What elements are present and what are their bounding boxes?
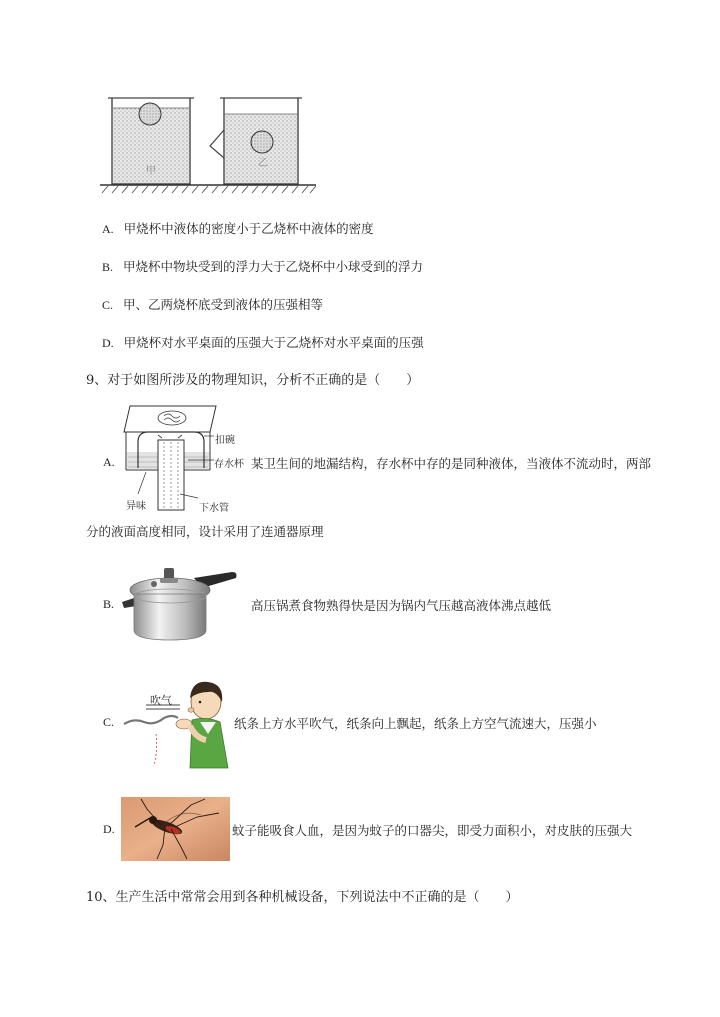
q9-option-a-text-line2: 分的液面高度相同，设计采用了连通器原理: [86, 524, 324, 539]
option-text: 甲烧杯中液体的密度小于乙烧杯中液体的密度: [123, 221, 374, 236]
fig-label-blow: 吹气: [150, 694, 172, 707]
q9-option-d-label[interactable]: D.: [103, 822, 115, 836]
left-ball: [139, 103, 161, 125]
q9-option-b-text: 高压锅煮食物熟得快是因为锅内气压越高液体沸点越低: [251, 598, 552, 613]
boy-blowing-image: [120, 674, 232, 770]
option-text: 甲烧杯中物块受到的浮力大于乙烧杯中小球受到的浮力: [123, 259, 424, 274]
q9-option-c-text: 纸条上方水平吹气，纸条向上飘起，纸条上方空气流速大，压强小: [234, 716, 597, 731]
q10-stem: 10、生产生活中常常会用到各种机械设备，下列说法中不正确的是（ ）: [86, 890, 519, 905]
mosquito-image: [121, 797, 230, 861]
q9-option-b-label[interactable]: B.: [103, 597, 115, 611]
beakers-figure: [98, 92, 320, 196]
q9-stem: 9、对于如图所涉及的物理知识，分析不正确的是（ ）: [86, 373, 420, 388]
option-label: D.: [102, 336, 114, 350]
option-label: C.: [102, 298, 114, 312]
q9-option-a-text-line1: 某卫生间的地漏结构，存水杯中存的是同种液体，当液体不流动时，两部: [251, 456, 652, 471]
q8-option-d[interactable]: [102, 333, 424, 351]
option-text: 甲烧杯对水平桌面的压强大于乙烧杯对水平桌面的压强: [123, 335, 424, 350]
q8-option-a[interactable]: [102, 219, 374, 237]
option-text: 甲、乙两烧杯底受到液体的压强相等: [123, 297, 324, 312]
floor-drain-figure: [118, 402, 220, 512]
right-ball: [251, 131, 273, 153]
fig-label-pipe: 下水管: [199, 503, 229, 514]
fig-label-bowl: 扣碗: [215, 435, 235, 446]
beaker-label-left: 甲: [146, 166, 156, 177]
fig-label-smell: 异味: [126, 501, 146, 512]
option-label: B.: [102, 260, 114, 274]
option-label: A.: [102, 222, 114, 236]
pressure-cooker-image: [120, 562, 240, 644]
q8-option-b[interactable]: [102, 257, 423, 275]
beaker-label-right: 乙: [258, 158, 268, 169]
q9-option-a-label[interactable]: A.: [103, 455, 115, 469]
q8-option-c[interactable]: [102, 295, 323, 313]
q9-option-d-text: 蚊子能吸食人血，是因为蚊子的口器尖，即受力面积小，对皮肤的压强大: [232, 823, 633, 838]
q9-option-c-label[interactable]: C.: [103, 715, 115, 729]
fig-label-cup: 存水杯: [214, 459, 244, 470]
